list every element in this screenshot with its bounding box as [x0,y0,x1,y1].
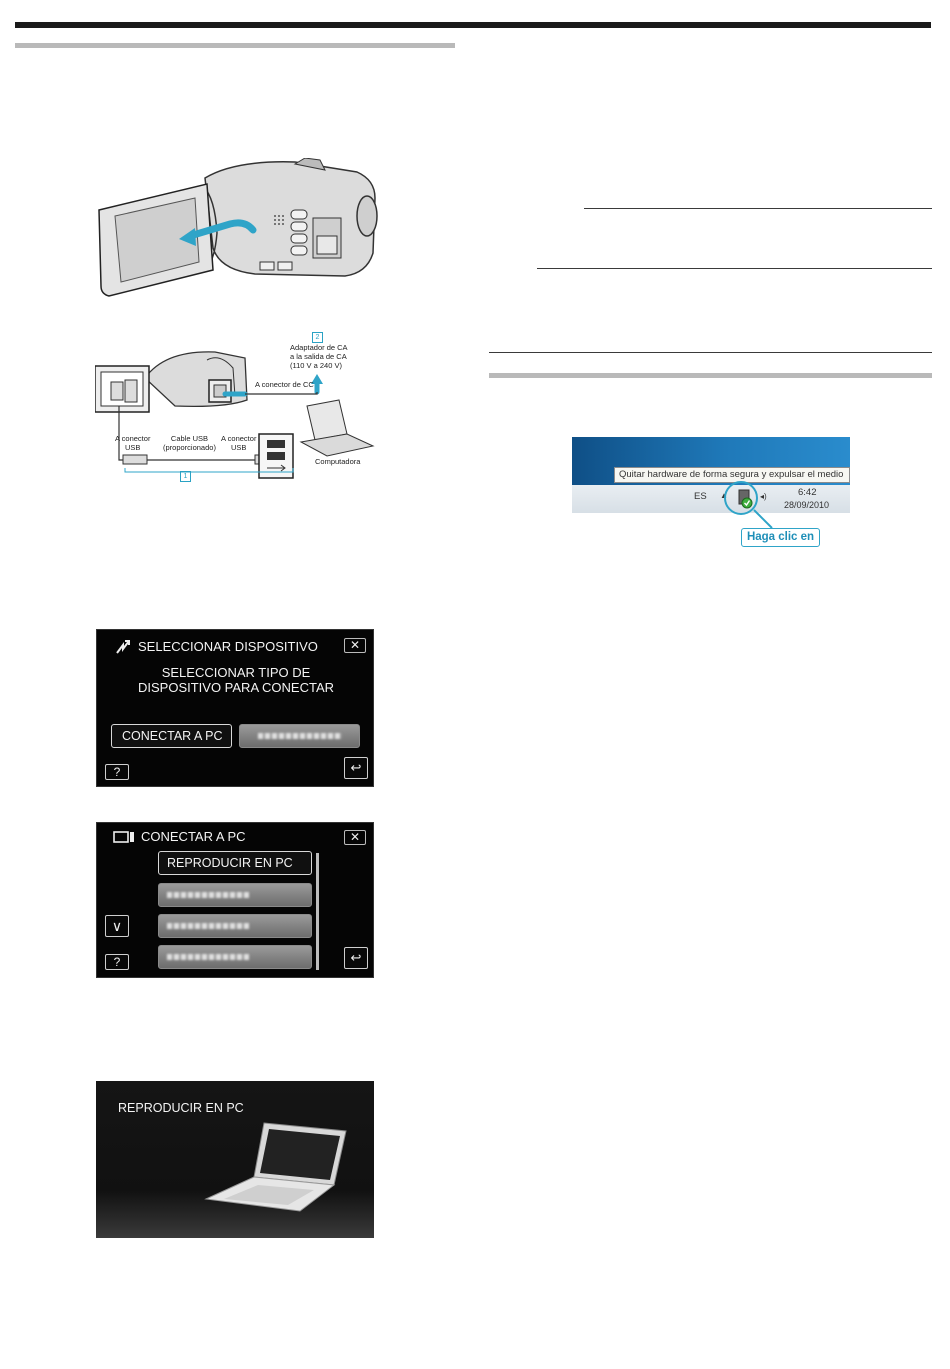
connect-to-pc-screen [96,822,374,978]
windows-taskbar-screenshot [572,437,850,513]
clock-time: 6:42 [798,487,817,498]
scroll-down-button[interactable]: ∨ [105,915,129,937]
step-2-marker: 2 [312,332,323,343]
laptop-illustration [204,1119,354,1219]
blurred-label [167,892,249,898]
screen-title: SELECCIONAR DISPOSITIVO [138,639,318,654]
blurred-label [167,954,249,960]
play-on-pc-option[interactable]: REPRODUCIR EN PC [158,851,312,875]
close-button[interactable]: ✕ [344,638,366,653]
connect-to-pc-button[interactable]: CONECTAR A PC [111,724,232,748]
select-device-screen [96,629,374,787]
blurred-label [167,923,249,929]
highlight-circle [720,478,780,534]
section-rule-left [15,43,455,48]
safely-remove-tooltip: Quitar hardware de forma segura y expulsar el medio [614,467,850,483]
screen-title: REPRODUCIR EN PC [118,1101,244,1115]
back-button[interactable]: ↩ [344,757,368,779]
header-bar [15,22,931,28]
prompt-line-1: SELECCIONAR TIPO DE [161,665,311,680]
usb-cable-label: Cable USB (proporcionado) [163,434,216,452]
usb-connector-left-label: A conector USB [115,434,151,452]
pc-icon [113,831,135,843]
language-indicator[interactable]: ES [694,491,707,502]
menu-option-3[interactable] [158,914,312,938]
adapter-label: Adaptador de CA a la salida de CA (110 V a 240 V) [290,343,348,370]
dc-connector-label: A conector de CC [255,380,314,389]
step-1-marker: 1 [180,471,191,482]
other-device-button[interactable] [239,724,360,748]
menu-option-4[interactable] [158,945,312,969]
clock-date: 28/09/2010 [784,500,830,510]
divider-2 [537,268,932,269]
connection-diagram [95,328,380,488]
back-button[interactable]: ↩ [344,947,368,969]
scrollbar[interactable] [316,853,319,970]
blurred-label [258,733,342,739]
tray-expand-icon[interactable]: ▲ [720,491,728,500]
connection-icon [115,639,131,655]
divider-1 [584,208,932,209]
help-button[interactable]: ? [105,954,129,970]
click-here-callout: Haga clic en [741,528,820,547]
divider-3 [489,352,932,353]
screen-title: CONECTAR A PC [141,829,246,844]
section-rule-right [489,373,932,378]
computer-label: Computadora [315,457,361,466]
volume-icon[interactable]: ◂) [760,492,767,501]
camcorder-illustration [95,158,380,303]
play-on-pc-screen [96,1081,374,1238]
menu-option-2[interactable] [158,883,312,907]
prompt-line-2: DISPOSITIVO PARA CONECTAR [138,680,334,695]
help-button[interactable]: ? [105,764,129,780]
usb-connector-right-label: A conector USB [221,434,257,452]
close-button[interactable]: ✕ [344,830,366,845]
